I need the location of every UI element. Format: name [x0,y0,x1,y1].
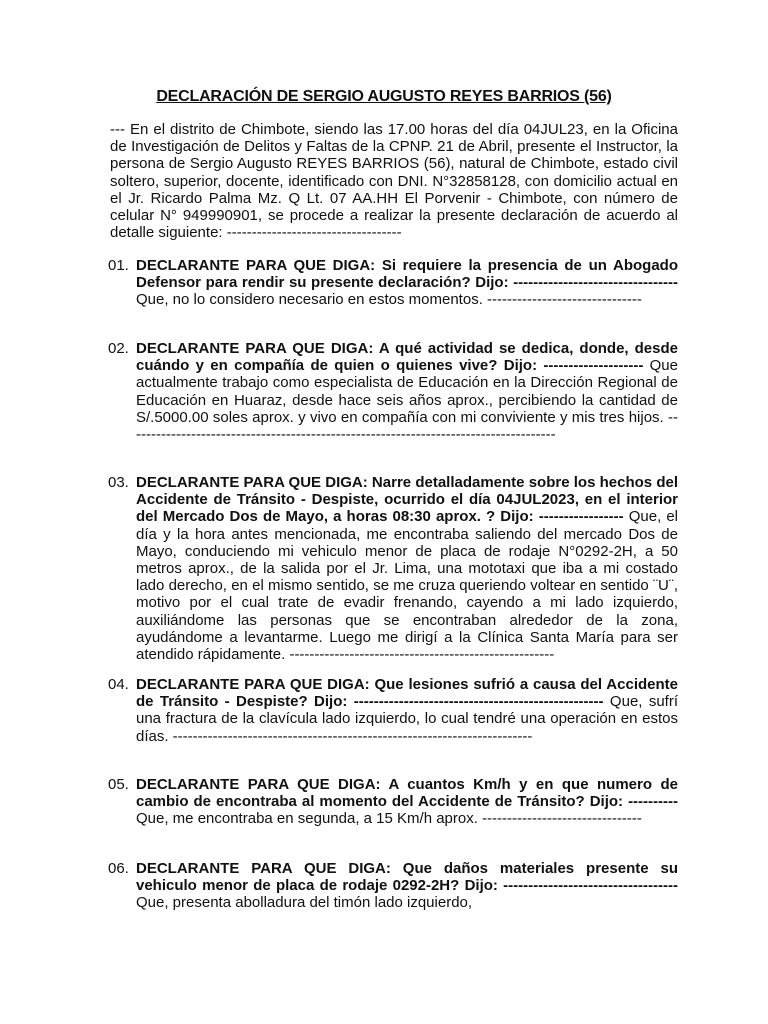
item-answer: Que, sufrí una fractura de la clavícula lado izquierdo, lo cual tendré una operación en estos días. ------------------------------------------------------------------------ [136,693,679,745]
item-answer: Que, no lo considero necesario en estos momentos. ------------------------------- [136,291,642,309]
item-dashes: ---------- [628,793,679,811]
item-question: DECLARANTE PARA QUE DIGA: Si requiere la presencia de un Abogado Defensor para rendir su presente declaración? Dijo: [136,257,678,292]
item-number: 01. [108,257,129,274]
item-number: 05. [108,776,129,793]
item-question: DECLARANTE PARA QUE DIGA: A qué actividad se dedica, donde, desde cuándo y en compañía de quien o quienes vive? Dijo: [136,340,678,375]
item-number: 03. [108,474,129,491]
item-number: 06. [108,860,129,877]
item-body [136,257,678,309]
item-question: DECLARANTE PARA QUE DIGA: Que daños materiales presente su vehiculo menor de placa de rodaje 0292-2H? Dijo: [136,860,678,895]
item-dashes: ----------------- [538,508,624,526]
item-number: 04. [108,676,129,693]
item-dashes: -------------------- [543,357,644,375]
item-body [136,340,678,443]
item-dashes: ----------------------------------- [503,877,678,895]
item-answer: Que, el día y la hora antes mencionada, me encontraba saliendo del mercado Dos de Mayo, conduciendo mi vehiculo menor de placa de rodaje N°0292-2H, a 50 metros aprox., de la salida por el Jr. Lima, una mototaxi que iba a mi costado lado derecho, en el mismo sentido, se me cruza queriendo voltear en sentido ¨U¨, motivo por el cual trate de evadir frenando, cayendo a mi lado izquierdo, auxiliándome las personas que se encontraban alrededor de la zona, ayudándome a levantarme. Luego me dirigí a la Clínica Santa María para ser atendido rápidamente. ----------------------------------------------------- [136,508,679,664]
item-body [136,474,678,663]
item-answer: Que, me encontraba en segunda, a 15 Km/h aprox. -------------------------------- [136,810,642,828]
item-question: DECLARANTE PARA QUE DIGA: Narre detalladamente sobre los hechos del Accidente de Tránsito - Despiste, ocurrido el día 04JUL2023, en el interior del Mercado Dos de Mayo, a horas 08:30 aprox. ? Dijo: [136,474,678,526]
item-body [136,676,678,745]
item-number: 02. [108,340,129,357]
item-answer: Que, presenta abolladura del timón lado izquierdo, [136,894,473,912]
item-dashes: --------------------------------- [513,274,679,292]
intro-paragraph: --- En el distrito de Chimbote, siendo las 17.00 horas del día 04JUL23, en la Oficina de Investigación de Delitos y Faltas de la CPNP. 21 de Abril, presente el Instructor, la persona de Sergio Augusto REYES BARRIOS (56), natural de Chimbote, estado civil soltero, superior, docente, identificado con DNI. N°32858128, con domicilio actual en el Jr. Ricardo Palma Mz. Q Lt. 07 AA.HH El Porvenir - Chimbote, con número de celular N° 949990901, se procede a realizar la presente declaración de acuerdo al detalle siguiente: ----------------------------------- [110,121,678,242]
item-question: DECLARANTE PARA QUE DIGA: Que lesiones sufrió a causa del Accidente de Tránsito - Despiste? Dijo: [136,676,678,711]
document-title: DECLARACIÓN DE SERGIO AUGUSTO REYES BARRIOS (56) [156,88,612,105]
item-dashes: -------------------------------------------------- [353,693,604,711]
item-body [136,860,678,912]
item-question: DECLARANTE PARA QUE DIGA: A cuantos Km/h y en que numero de cambio de encontraba al momento del Accidente de Tránsito? Dijo: [136,776,678,811]
item-body [136,776,678,828]
item-answer: Que actualmente trabajo como especialista de Educación en la Dirección Regional de Educación en Huaraz, desde hace seis años aprox., percibiendo la cantidad de S/.5000.00 soles aprox. y vivo en compañía con mi conviviente y mis tres hijos. -------------------------------------------------------------------------------------- [136,357,678,444]
